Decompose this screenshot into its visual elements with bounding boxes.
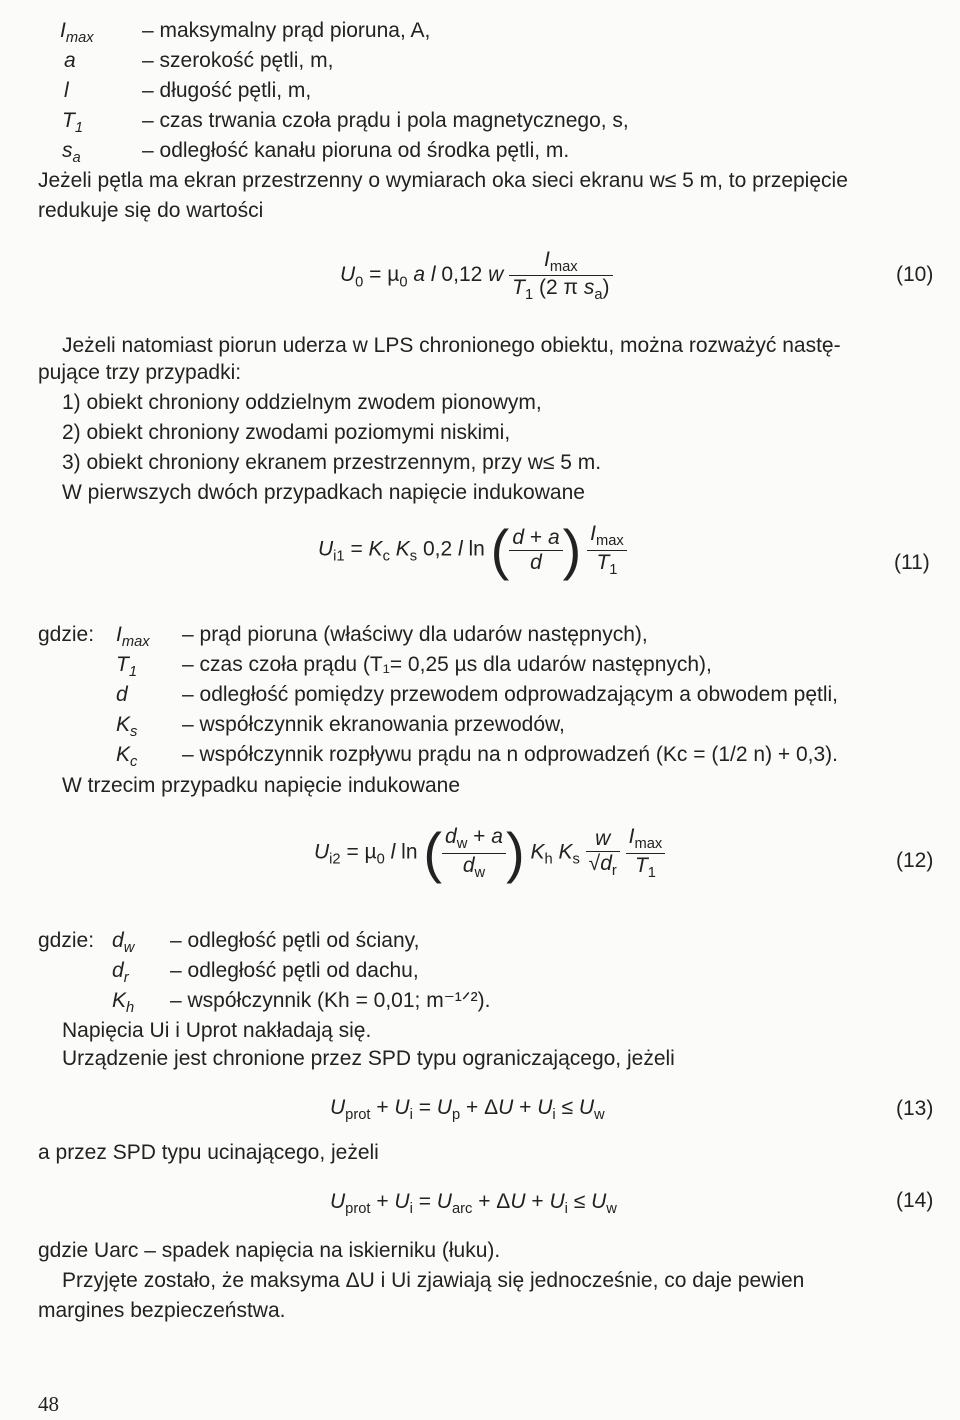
legend-text: – współczynnik (Kh = 0,01; m⁻¹ᐟ²). (170, 989, 491, 1012)
paragraph: gdzie Uarc – spadek napięcia na iskierniku (łuku). (38, 1239, 501, 1262)
legend-symbol: l (64, 79, 69, 102)
legend-text: – odległość pętli od dachu, (170, 959, 419, 982)
paragraph: a przez SPD typu ucinającego, jeżeli (38, 1141, 379, 1164)
legend-symbol: $T_1$ (62, 109, 83, 137)
legend-text: – czas czoła prądu (T₁= 0,25 µs dla udarów następnych), (182, 653, 712, 676)
equation-number: (13) (896, 1097, 934, 1120)
legend-text: – maksymalny prąd pioruna, A, (142, 19, 431, 42)
legend-text: – długość pętli, m, (142, 79, 312, 102)
legend-symbol: $K_h$ (112, 989, 135, 1017)
equation-number: (10) (896, 263, 934, 286)
paragraph: margines bezpieczeństwa. (38, 1299, 286, 1322)
where-label: gdzie: (38, 623, 95, 646)
legend-text: – odległość pomiędzy przewodem odprowadzającym a obwodem pętli, (182, 683, 839, 706)
equation-14: $U_{prot} + U_i = U_{arc} + \Delta U + U_i \le U_w$ (330, 1190, 617, 1218)
where-label: gdzie: (38, 929, 95, 952)
legend-text: – odległość pętli od ściany, (170, 929, 420, 952)
paragraph: Jeżeli pętla ma ekran przestrzenny o wymiarach oka sieci ekranu w≤ 5 m, to przepięcie (38, 169, 848, 192)
legend-symbol: $s_a$ (62, 139, 81, 167)
paragraph: redukuje się do wartości (38, 199, 264, 222)
legend-text: – czas trwania czoła prądu i pola magnetycznego, s, (142, 109, 629, 132)
paragraph: Urządzenie jest chronione przez SPD typu ograniczającego, jeżeli (62, 1047, 675, 1070)
equation-13: $U_{prot} + U_i = U_p + \Delta U + U_i \le U_w$ (330, 1096, 605, 1124)
equation-11: $U_{i1} = K_c$ $K_s$ 0,2 l ln ( $\frac{d + a}{d}$ ) $\frac{I_{max}}{T_1}$ (318, 522, 627, 578)
legend-text: – współczynnik ekranowania przewodów, (182, 713, 565, 736)
legend-symbol: a (64, 49, 76, 72)
legend-symbol: $T_1$ (116, 653, 137, 681)
paragraph: Napięcia Ui i Uprot nakładają się. (62, 1019, 372, 1042)
legend-text: – szerokość pętli, m, (142, 49, 334, 72)
equation-10: $U_0 = \mu_0$ a l 0,12 w $\frac{I_{max}}{T_1 (2 \pi s_a)}$ (340, 248, 613, 303)
list-item: 2) obiekt chroniony zwodami poziomymi niskimi, (62, 421, 511, 444)
legend-symbol: d (116, 683, 128, 706)
legend-symbol: $d_r$ (112, 959, 129, 987)
equation-number: (12) (896, 849, 934, 872)
legend-symbol: $I_{max}$ (60, 19, 94, 47)
legend-symbol: $I_{max}$ (116, 623, 150, 651)
paragraph: W trzecim przypadku napięcie indukowane (62, 774, 461, 797)
equation-number: (14) (896, 1189, 934, 1212)
paragraph: Jeżeli natomiast piorun uderza w LPS chronionego obiektu, można rozważyć nastę- (62, 334, 841, 357)
legend-text: – prąd pioruna (właściwy dla udarów następnych), (182, 623, 648, 646)
legend-symbol: $K_s$ (116, 713, 138, 741)
legend-symbol: $d_w$ (112, 929, 135, 957)
list-item: 3) obiekt chroniony ekranem przestrzennym, przy w≤ 5 m. (62, 451, 602, 474)
paragraph: pujące trzy przypadki: (38, 361, 242, 384)
legend-symbol: $K_c$ (116, 743, 138, 771)
legend-text: – współczynnik rozpływu prądu na n odprowadzeń (Kc = (1/2 n) + 0,3). (182, 743, 839, 766)
equation-number: (11) (894, 551, 930, 574)
page-number: 48 (38, 1392, 59, 1416)
paragraph: Przyjęte zostało, że maksyma ΔU i Ui zjawiają się jednocześnie, co daje pewien (62, 1269, 805, 1292)
list-item: 1) obiekt chroniony oddzielnym zwodem pionowym, (62, 391, 542, 414)
equation-12: $U_{i2} = \mu_0$ l ln ( $\frac{d_w + a}{d_w}$ ) $K_h$ $K_s$ $\frac{w}{√d_r}$ $\frac{I_{max}}{T_1}$ (314, 825, 665, 881)
legend-text: – odległość kanału pioruna od środka pętli, m. (142, 139, 570, 162)
paragraph: W pierwszych dwóch przypadkach napięcie indukowane (62, 481, 585, 504)
